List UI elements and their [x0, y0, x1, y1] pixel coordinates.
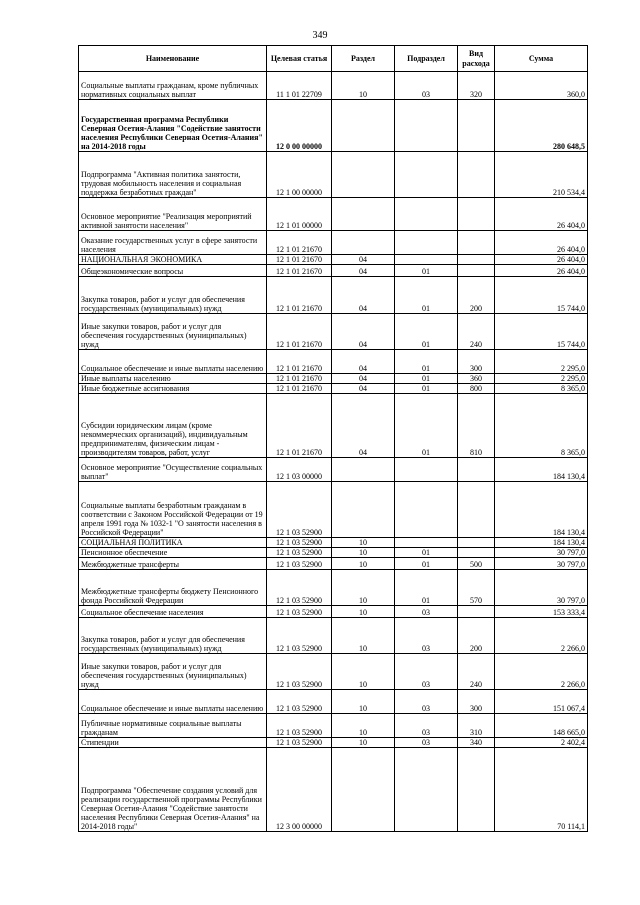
row-name-cell: Социальные выплаты безработным гражданам в соответствии с Законом Российской Федерации от 19 апреля 1991 года № 1032-1 "О занятости населения в Российской Федерации" [79, 482, 267, 538]
row-amount-cell: 26 404,0 [495, 255, 588, 265]
row-subsection-cell: 01 [395, 384, 458, 394]
row-section-cell: 04 [332, 277, 395, 314]
row-subsection-cell: 01 [395, 374, 458, 384]
row-name-cell: Публичные нормативные социальные выплаты гражданам [79, 714, 267, 738]
row-code-cell: 12 1 03 52900 [267, 714, 332, 738]
row-name-cell: Межбюджетные трансферты бюджету Пенсионного фонда Российской Федерации [79, 570, 267, 606]
row-subsection-cell: 03 [395, 738, 458, 748]
row-code-cell: 12 1 03 52900 [267, 558, 332, 570]
row-section-cell [332, 458, 395, 482]
table-row [79, 198, 588, 231]
row-amount-cell: 26 404,0 [495, 198, 588, 231]
row-name-cell: Закупка товаров, работ и услуг для обеспечения государственных (муниципальных) нужд [79, 277, 267, 314]
row-name-cell: Иные бюджетные ассигнования [79, 384, 267, 394]
row-expense-type-cell [458, 198, 495, 231]
row-code-cell: 12 1 03 52900 [267, 606, 332, 618]
row-name-cell: Межбюджетные трансферты [79, 558, 267, 570]
row-amount-cell: 2 266,0 [495, 618, 588, 654]
row-amount-cell: 184 130,4 [495, 538, 588, 548]
row-subsection-cell: 01 [395, 277, 458, 314]
table-row [79, 265, 588, 277]
row-expense-type-cell [458, 482, 495, 538]
header-code: Целевая статья [267, 46, 332, 72]
table-row [79, 384, 588, 394]
row-name-cell: Общеэкономические вопросы [79, 265, 267, 277]
row-subsection-cell: 01 [395, 570, 458, 606]
row-amount-cell: 8 365,0 [495, 394, 588, 458]
row-expense-type-cell [458, 265, 495, 277]
row-subsection-cell: 01 [395, 548, 458, 558]
row-subsection-cell [395, 482, 458, 538]
row-section-cell [332, 100, 395, 152]
row-expense-type-cell: 240 [458, 314, 495, 350]
row-name-cell: НАЦИОНАЛЬНАЯ ЭКОНОМИКА [79, 255, 267, 265]
table-row [79, 277, 588, 314]
table-row [79, 714, 588, 738]
row-subsection-cell [395, 458, 458, 482]
row-section-cell [332, 198, 395, 231]
row-expense-type-cell: 310 [458, 714, 495, 738]
row-expense-type-cell [458, 152, 495, 198]
row-amount-cell: 30 797,0 [495, 570, 588, 606]
table-row [79, 458, 588, 482]
header-name: Наименование [79, 46, 267, 72]
row-name-cell: Стипендии [79, 738, 267, 748]
row-amount-cell: 15 744,0 [495, 314, 588, 350]
row-name-cell: Иные закупки товаров, работ и услуг для обеспечения государственных (муниципальных) нужд [79, 314, 267, 350]
row-name-cell: Закупка товаров, работ и услуг для обеспечения государственных (муниципальных) нужд [79, 618, 267, 654]
row-expense-type-cell [458, 548, 495, 558]
row-section-cell: 10 [332, 538, 395, 548]
row-section-cell: 10 [332, 714, 395, 738]
row-subsection-cell [395, 538, 458, 548]
row-expense-type-cell: 240 [458, 654, 495, 690]
row-amount-cell: 30 797,0 [495, 558, 588, 570]
table-row [79, 231, 588, 255]
table-row [79, 255, 588, 265]
table-row [79, 394, 588, 458]
row-amount-cell: 184 130,4 [495, 482, 588, 538]
header-row [79, 46, 588, 72]
row-code-cell: 12 1 03 52900 [267, 482, 332, 538]
row-subsection-cell: 01 [395, 314, 458, 350]
row-section-cell: 10 [332, 654, 395, 690]
row-section-cell [332, 231, 395, 255]
row-name-cell: Иные выплаты населению [79, 374, 267, 384]
header-section: Раздел [332, 46, 395, 72]
row-subsection-cell [395, 748, 458, 832]
row-code-cell: 12 0 00 00000 [267, 100, 332, 152]
table-row [79, 570, 588, 606]
row-code-cell: 12 1 03 52900 [267, 570, 332, 606]
row-code-cell: 12 1 03 52900 [267, 690, 332, 714]
row-expense-type-cell: 200 [458, 618, 495, 654]
row-subsection-cell: 01 [395, 350, 458, 374]
row-amount-cell: 26 404,0 [495, 265, 588, 277]
table-row [79, 606, 588, 618]
row-expense-type-cell: 300 [458, 690, 495, 714]
row-code-cell: 12 1 01 21670 [267, 374, 332, 384]
row-expense-type-cell [458, 606, 495, 618]
table-row [79, 618, 588, 654]
row-name-cell: Основное мероприятие "Реализация мероприятий активной занятости населения" [79, 198, 267, 231]
row-code-cell: 12 1 03 52900 [267, 548, 332, 558]
table-row [79, 374, 588, 384]
row-section-cell: 04 [332, 384, 395, 394]
row-name-cell: Социальное обеспечение и иные выплаты населению [79, 690, 267, 714]
row-name-cell: Государственная программа Республики Северная Осетия-Алания "Содействие занятости населения Республики Северная Осетия-Алания" на 2014-2018 годы [79, 100, 267, 152]
row-expense-type-cell [458, 538, 495, 548]
row-name-cell: Пенсионное обеспечение [79, 548, 267, 558]
row-name-cell: Подпрограмма "Обеспечение создания условий для реализации государственной программы Республики Северная Осетия-Алания "Содействие занятости населения Республики Северная Осетия-Алания" на 2014-2018 годы" [79, 748, 267, 832]
table-row [79, 350, 588, 374]
row-amount-cell: 26 404,0 [495, 231, 588, 255]
row-code-cell: 12 1 01 21670 [267, 277, 332, 314]
table-row [79, 72, 588, 100]
row-expense-type-cell [458, 255, 495, 265]
row-section-cell: 04 [332, 265, 395, 277]
table-row [79, 748, 588, 832]
row-subsection-cell: 03 [395, 72, 458, 100]
row-amount-cell: 30 797,0 [495, 548, 588, 558]
row-expense-type-cell [458, 458, 495, 482]
row-subsection-cell [395, 198, 458, 231]
row-expense-type-cell: 200 [458, 277, 495, 314]
row-code-cell: 12 1 01 00000 [267, 198, 332, 231]
row-section-cell: 04 [332, 350, 395, 374]
row-section-cell: 10 [332, 690, 395, 714]
row-code-cell: 12 1 03 52900 [267, 654, 332, 690]
row-code-cell: 12 1 01 21670 [267, 394, 332, 458]
row-amount-cell: 153 333,4 [495, 606, 588, 618]
row-subsection-cell [395, 152, 458, 198]
row-subsection-cell: 03 [395, 606, 458, 618]
row-expense-type-cell: 500 [458, 558, 495, 570]
row-subsection-cell [395, 231, 458, 255]
row-expense-type-cell [458, 100, 495, 152]
row-subsection-cell [395, 100, 458, 152]
row-code-cell: 12 1 01 21670 [267, 350, 332, 374]
row-section-cell: 04 [332, 374, 395, 384]
row-section-cell: 10 [332, 570, 395, 606]
row-section-cell: 10 [332, 738, 395, 748]
table-row [79, 654, 588, 690]
row-section-cell: 10 [332, 548, 395, 558]
page-number: 349 [312, 30, 328, 41]
row-amount-cell: 70 114,1 [495, 748, 588, 832]
header-expense-type: Вид расхода [458, 46, 495, 72]
row-name-cell: Оказание государственных услуг в сфере занятости населения [79, 231, 267, 255]
row-subsection-cell: 01 [395, 558, 458, 570]
table-row [79, 314, 588, 350]
row-code-cell: 12 1 01 21670 [267, 265, 332, 277]
header-subsection: Подраздел [395, 46, 458, 72]
row-amount-cell: 210 534,4 [495, 152, 588, 198]
row-section-cell: 04 [332, 314, 395, 350]
row-name-cell: Социальные выплаты гражданам, кроме публичных нормативных социальных выплат [79, 72, 267, 100]
row-expense-type-cell [458, 748, 495, 832]
row-name-cell: Социальное обеспечение населения [79, 606, 267, 618]
row-section-cell: 04 [332, 255, 395, 265]
row-amount-cell: 151 067,4 [495, 690, 588, 714]
row-amount-cell: 15 744,0 [495, 277, 588, 314]
row-code-cell: 12 1 03 52900 [267, 618, 332, 654]
row-amount-cell: 148 665,0 [495, 714, 588, 738]
row-name-cell: Основное мероприятие "Осуществление социальных выплат" [79, 458, 267, 482]
row-expense-type-cell [458, 231, 495, 255]
row-amount-cell: 2 295,0 [495, 374, 588, 384]
row-amount-cell: 280 648,5 [495, 100, 588, 152]
row-section-cell: 10 [332, 606, 395, 618]
table-row [79, 558, 588, 570]
row-section-cell [332, 152, 395, 198]
header-amount: Сумма [495, 46, 588, 72]
row-section-cell: 10 [332, 558, 395, 570]
row-expense-type-cell: 800 [458, 384, 495, 394]
row-subsection-cell: 01 [395, 394, 458, 458]
row-expense-type-cell: 360 [458, 374, 495, 384]
row-expense-type-cell: 340 [458, 738, 495, 748]
row-code-cell: 11 1 01 22709 [267, 72, 332, 100]
row-subsection-cell: 03 [395, 690, 458, 714]
row-amount-cell: 2 402,4 [495, 738, 588, 748]
row-code-cell: 12 1 01 21670 [267, 384, 332, 394]
row-subsection-cell: 03 [395, 654, 458, 690]
table-row [79, 548, 588, 558]
row-amount-cell: 8 365,0 [495, 384, 588, 394]
table-row [79, 690, 588, 714]
row-subsection-cell: 03 [395, 714, 458, 738]
row-name-cell: СОЦИАЛЬНАЯ ПОЛИТИКА [79, 538, 267, 548]
row-code-cell: 12 1 00 00000 [267, 152, 332, 198]
row-code-cell: 12 3 00 00000 [267, 748, 332, 832]
row-name-cell: Подпрограмма "Активная политика занятости, трудовая мобильность населения и социальная поддержка безработных граждан" [79, 152, 267, 198]
row-code-cell: 12 1 03 00000 [267, 458, 332, 482]
row-subsection-cell: 01 [395, 265, 458, 277]
row-name-cell: Иные закупки товаров, работ и услуг для обеспечения государственных (муниципальных) нужд [79, 654, 267, 690]
row-section-cell [332, 748, 395, 832]
table-row [79, 538, 588, 548]
row-amount-cell: 360,0 [495, 72, 588, 100]
row-code-cell: 12 1 03 52900 [267, 738, 332, 748]
table-row [79, 482, 588, 538]
row-expense-type-cell: 810 [458, 394, 495, 458]
row-expense-type-cell: 320 [458, 72, 495, 100]
row-name-cell: Социальное обеспечение и иные выплаты населению [79, 350, 267, 374]
row-amount-cell: 184 130,4 [495, 458, 588, 482]
row-amount-cell: 2 266,0 [495, 654, 588, 690]
row-amount-cell: 2 295,0 [495, 350, 588, 374]
row-code-cell: 12 1 01 21670 [267, 231, 332, 255]
row-section-cell: 10 [332, 618, 395, 654]
row-code-cell: 12 1 03 52900 [267, 538, 332, 548]
row-subsection-cell [395, 255, 458, 265]
row-subsection-cell: 03 [395, 618, 458, 654]
table-row [79, 152, 588, 198]
table-row [79, 100, 588, 152]
row-name-cell: Субсидии юридическим лицам (кроме некоммерческих организаций), индивидуальным предпринимателям, физическим лицам - производителям товаров, работ, услуг [79, 394, 267, 458]
row-expense-type-cell: 300 [458, 350, 495, 374]
budget-table [78, 45, 588, 832]
row-section-cell [332, 482, 395, 538]
row-section-cell: 10 [332, 72, 395, 100]
table-row [79, 738, 588, 748]
row-section-cell: 04 [332, 394, 395, 458]
row-code-cell: 12 1 01 21670 [267, 314, 332, 350]
row-expense-type-cell: 570 [458, 570, 495, 606]
row-code-cell: 12 1 01 21670 [267, 255, 332, 265]
